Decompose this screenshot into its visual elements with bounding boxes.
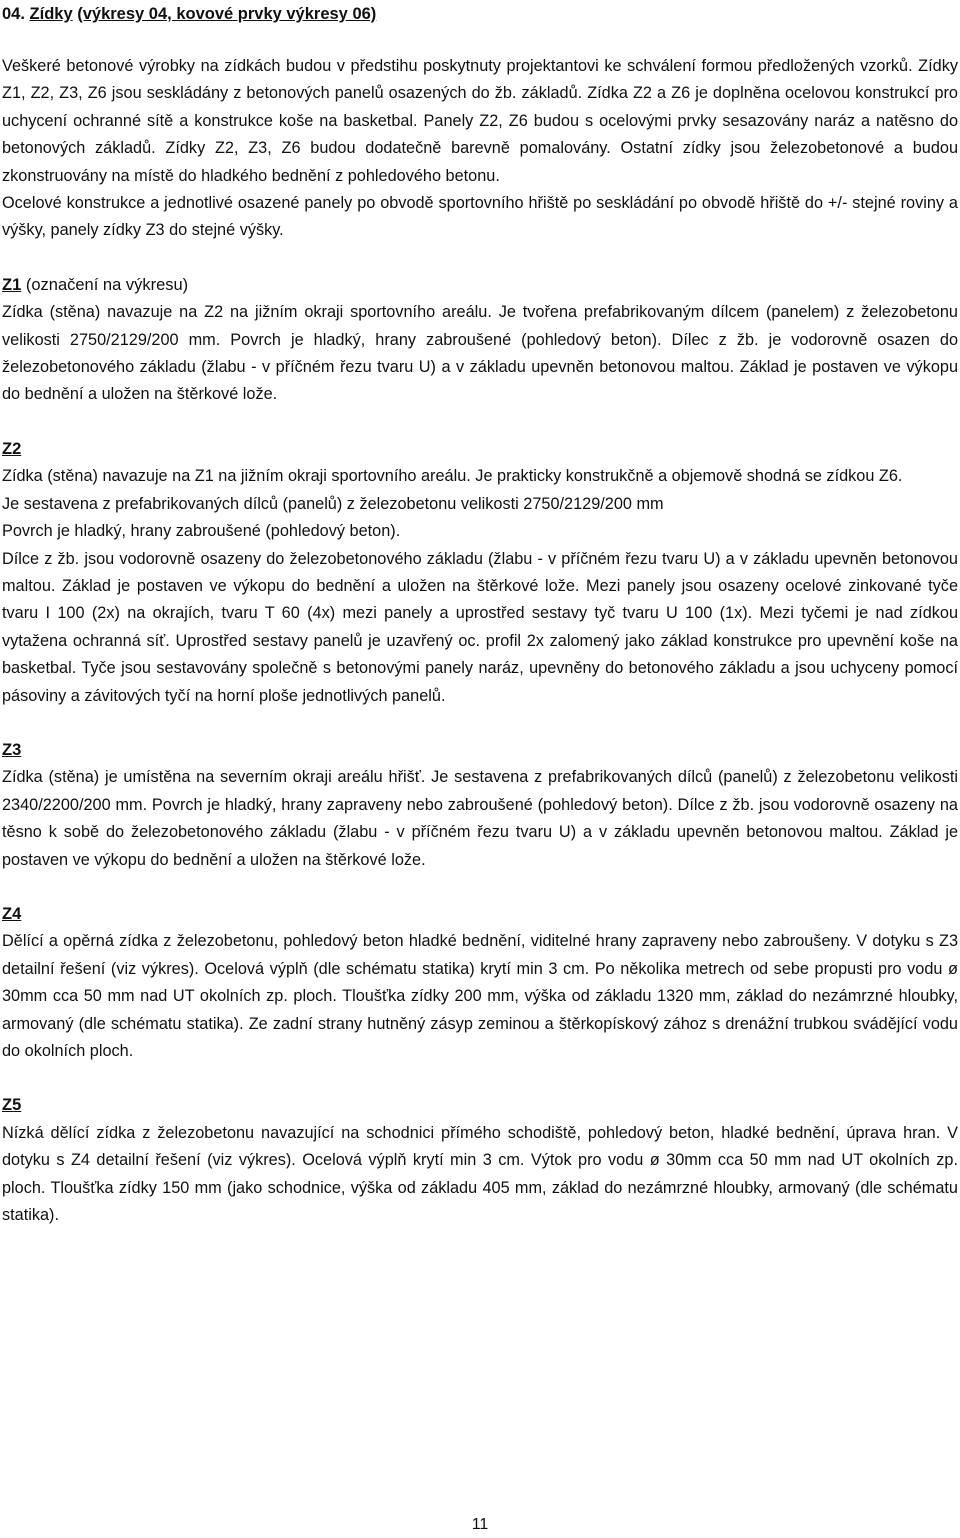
- section-note: (označení na výkresu): [21, 275, 189, 294]
- section-paragraph: Zídka (stěna) navazuje na Z1 na jižním okraji sportovního areálu. Je prakticky konstrukčně a objemově shodná se zídkou Z6.: [2, 467, 903, 486]
- page-title: [2, 0, 958, 27]
- section-heading: [2, 1092, 958, 1119]
- section-heading: [2, 272, 958, 299]
- title-name: Zídky: [29, 5, 73, 23]
- intro-paragraph: Ocelové konstrukce a jednotlivé osazené panely po obvodě sportovního hřiště po seskládání po obvodě hřiště do +/- stejné roviny a výšky, panely zídky Z3 do stejné výšky.: [2, 194, 958, 240]
- section-z5: [2, 1092, 958, 1229]
- title-number: 04.: [2, 5, 25, 23]
- section-heading: [2, 436, 958, 463]
- section-paragraph: Je sestavena z prefabrikovaných dílců (panelů) z železobetonu velikosti 2750/2129/200 mm: [2, 494, 664, 513]
- section-paragraph: Dělící a opěrná zídka z železobetonu, pohledový beton hladké bednění, viditelné hrany zapraveny nebo zabroušeny. V dotyku s Z3 detailní řešení (viz výkres). Ocelová výplň (dle schématu statika) krytí min 3 cm. Po několika metrech od sebe propusti pro vodu ø 30mm cca 50 mm nad UT okolních zp. ploch. Tloušťka zídky 200 mm, výška od základu 1320 mm, základ do nezámrzné hloubky, armovaný (dle schématu statika). Ze zadní strany hutněný zásyp zeminou a štěrkopískový zához s drenážní trubkou svádějící vodu do okolních ploch.: [2, 932, 958, 1060]
- section-z4: [2, 901, 958, 1065]
- section-paragraph: Nízká dělící zídka z železobetonu navazující na schodnici přímého schodiště, pohledový beton, hladké bednění, úprava hran. V dotyku s Z4 detailní řešení (viz výkres). Ocelová výplň krytí min 3 cm. Výtok pro vodu ø 30mm cca 50 mm nad UT okolních zp. ploch. Tloušťka zídky 150 mm (jako schodnice, výška od základu 405 mm, základ do nezámrzné hloubky, armovaný (dle schématu statika).: [2, 1123, 958, 1225]
- section-label: Z3: [2, 740, 22, 759]
- section-heading: [2, 901, 958, 928]
- section-label: Z5: [2, 1096, 22, 1115]
- page-number: 11: [471, 1516, 489, 1533]
- section-heading: [2, 737, 958, 764]
- section-label: Z1: [2, 275, 22, 294]
- section-paragraph: Zídka (stěna) je umístěna na severním okraji areálu hřišť. Je sestavena z prefabrikovaných dílců (panelů) z železobetonu velikosti 2340/2200/200 mm. Povrch je hladký, hrany zapraveny nebo zabroušené (pohledový beton). Dílce z žb. jsou vodorovně osazeny na těsno k sobě do železobetonového základu (žlabu - v příčném řezu tvaru U) a v základu upevněn betonovou maltou. Základ je postaven ve výkopu do bednění a uložen na štěrkové lože.: [2, 768, 958, 869]
- section-z3: [2, 737, 958, 874]
- section-paragraph: Povrch je hladký, hrany zabroušené (pohledový beton).: [2, 522, 401, 541]
- intro-text: [2, 53, 958, 245]
- section-label: Z4: [2, 904, 22, 923]
- section-paragraph: Dílce z žb. jsou vodorovně osazeny do železobetonového základu (žlabu - v příčném řezu tvaru U) a v základu upevněn betonovou maltou. Základ je postaven ve výkopu do bednění a uložen na štěrkové lože. Mezi panely jsou osazeny ocelové zinkované tyče tvaru I 100 (2x) na okrajích, tvaru T 60 (4x) mezi panely a uprostřed sestavy tyč tvaru U 100 (1x). Mezi tyčemi je nad zídkou vytažena ochranná síť. Uprostřed sestavy panelů je uzavřený oc. profil 2x zalomený jako základ konstrukce pro upevnění koše na basketbal. Tyče jsou sestavovány společně s betonovými panely naráz, upevněny do betonového základu a jsou uchyceny pomocí pásoviny a závitových tyčí na horní ploše jednotlivých panelů.: [2, 549, 958, 705]
- section-z2: [2, 436, 958, 710]
- section-z1: [2, 272, 958, 409]
- section-paragraph: Zídka (stěna) navazuje na Z2 na jižním okraji sportovního areálu. Je tvořena prefabrikovaným dílcem (panelem) z železobetonu velikosti 2750/2129/200 mm. Povrch je hladký, hrany zabroušené (pohledový beton). Dílec z žb. je vodorovně osazen do železobetonového základu (žlabu - v příčném řezu tvaru U) a v základu upevněn betonovou maltou. Základ je postaven ve výkopu do bednění a uložen na štěrkové lože.: [2, 303, 958, 404]
- section-label: Z2: [2, 439, 22, 458]
- intro-paragraph: Veškeré betonové výrobky na zídkách budou v předstihu poskytnuty projektantovi ke schválení formou předložených vzorků. Zídky Z1, Z2, Z3, Z6 jsou seskládány z betonových panelů osazených do žb. základů. Zídka Z2 a Z6 je doplněna ocelovou konstrukcí pro uchycení ochranné sítě a konstrukce koše na basketbal. Panely Z2, Z6 budou s ocelovými prvky sesazovány naráz a natěsno do betonových základů. Zídky Z2, Z3, Z6 budou dodatečně barevně pomalovány. Ostatní zídky jsou železobetonové a budou zkonstruovány na místě do hladkého bednění z pohledového betonu.: [2, 57, 958, 185]
- title-subtitle: (výkresy 04, kovové prvky výkresy 06): [77, 5, 377, 23]
